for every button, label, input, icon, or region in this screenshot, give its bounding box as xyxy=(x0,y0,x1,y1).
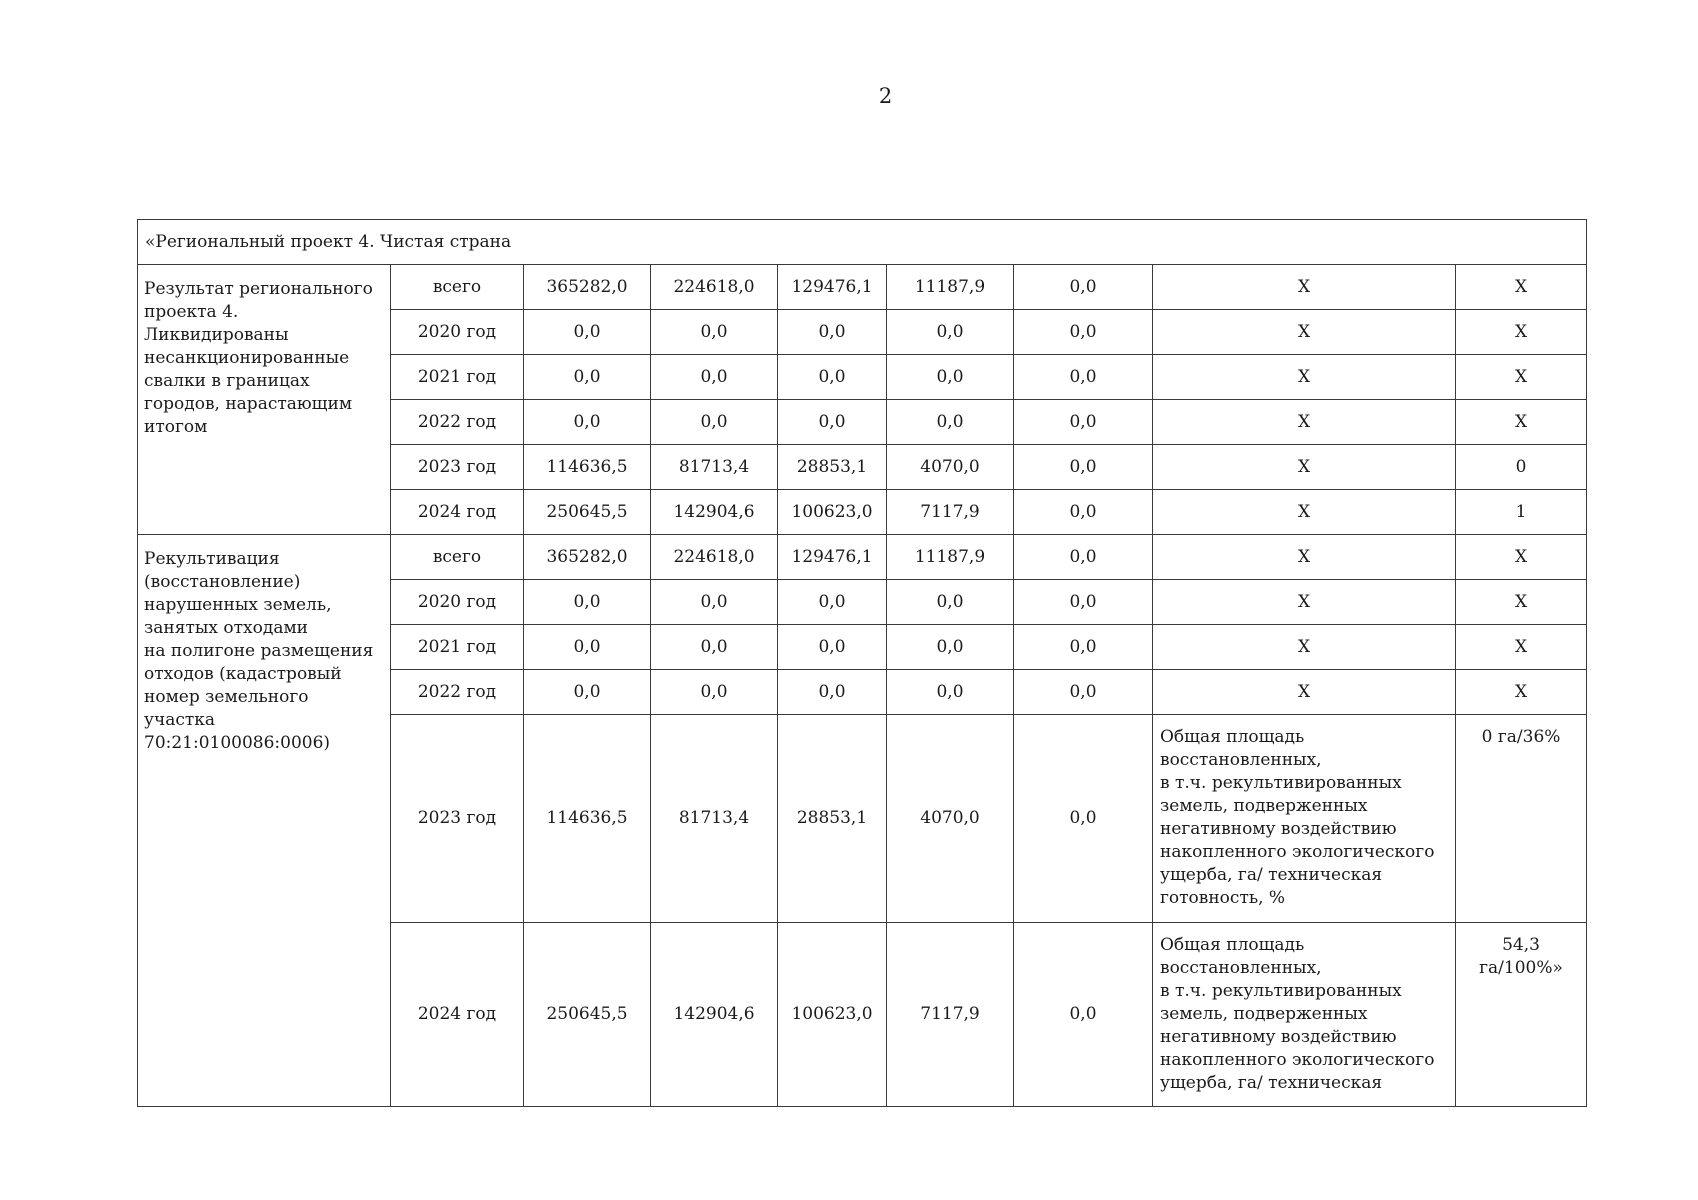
period-cell: 2020 год xyxy=(391,310,524,355)
value-cell: 0,0 xyxy=(887,400,1014,445)
indicator-line: ущерба, га/ техническая xyxy=(1160,865,1383,885)
indicator-cell: Х xyxy=(1153,625,1456,670)
value-cell: 11187,9 xyxy=(887,265,1014,310)
value-cell: 0,0 xyxy=(778,400,887,445)
table-title-row xyxy=(138,220,1587,265)
indicator-value-cell: 0 га/36% xyxy=(1456,715,1587,923)
regional-project-table xyxy=(137,219,1587,1107)
value-cell: 365282,0 xyxy=(524,535,651,580)
period-cell: 2024 год xyxy=(391,923,524,1107)
value-cell: 0,0 xyxy=(778,310,887,355)
value-cell: 0,0 xyxy=(1014,445,1153,490)
indicator-value-cell: 1 xyxy=(1456,490,1587,535)
period-cell: 2021 год xyxy=(391,625,524,670)
value-cell: 0,0 xyxy=(778,580,887,625)
value-cell: 0,0 xyxy=(651,625,778,670)
period-cell: всего xyxy=(391,265,524,310)
value-cell: 0,0 xyxy=(778,670,887,715)
indicator-value-line: 54,3 xyxy=(1502,935,1540,955)
value-cell: 250645,5 xyxy=(524,490,651,535)
indicator-value-cell: Х xyxy=(1456,355,1587,400)
value-cell: 114636,5 xyxy=(524,445,651,490)
indicator-line: земель, подверженных xyxy=(1160,796,1368,816)
section-2-name-line: (восстановление) xyxy=(144,572,301,592)
period-cell: всего xyxy=(391,535,524,580)
table-row xyxy=(138,265,1587,310)
value-cell: 129476,1 xyxy=(778,535,887,580)
value-cell: 0,0 xyxy=(887,310,1014,355)
section-2-name-line: отходов (кадастровый xyxy=(144,664,342,684)
value-cell: 224618,0 xyxy=(651,265,778,310)
indicator-line: в т.ч. рекультивированных xyxy=(1160,773,1402,793)
section-2-name-line: на полигоне размещения xyxy=(144,641,374,661)
period-cell: 2020 год xyxy=(391,580,524,625)
value-cell: 142904,6 xyxy=(651,923,778,1107)
value-cell: 0,0 xyxy=(1014,670,1153,715)
value-cell: 100623,0 xyxy=(778,490,887,535)
section-2-name-line: 70:21:0100086:0006) xyxy=(144,733,331,753)
indicator-cell: Х xyxy=(1153,445,1456,490)
value-cell: 11187,9 xyxy=(887,535,1014,580)
period-cell: 2021 год xyxy=(391,355,524,400)
table-row xyxy=(138,535,1587,580)
value-cell: 0,0 xyxy=(1014,355,1153,400)
value-cell: 0,0 xyxy=(887,355,1014,400)
indicator-value-cell xyxy=(1456,923,1587,1107)
indicator-value-cell: Х xyxy=(1456,400,1587,445)
indicator-value-cell: 0 xyxy=(1456,445,1587,490)
value-cell: 365282,0 xyxy=(524,265,651,310)
value-cell: 81713,4 xyxy=(651,715,778,923)
period-cell: 2022 год xyxy=(391,400,524,445)
value-cell: 4070,0 xyxy=(887,715,1014,923)
value-cell: 4070,0 xyxy=(887,445,1014,490)
indicator-cell: Х xyxy=(1153,355,1456,400)
value-cell: 0,0 xyxy=(887,670,1014,715)
section-2-name-line: нарушенных земель, xyxy=(144,595,332,615)
value-cell: 0,0 xyxy=(1014,923,1153,1107)
value-cell: 0,0 xyxy=(887,625,1014,670)
value-cell: 0,0 xyxy=(651,310,778,355)
value-cell: 0,0 xyxy=(1014,580,1153,625)
indicator-line: накопленного экологического xyxy=(1160,1050,1435,1070)
value-cell: 224618,0 xyxy=(651,535,778,580)
project-title: «Региональный проект 4. Чистая страна xyxy=(138,220,1587,265)
period-cell: 2023 год xyxy=(391,445,524,490)
indicator-value-cell: Х xyxy=(1456,535,1587,580)
value-cell: 114636,5 xyxy=(524,715,651,923)
value-cell: 0,0 xyxy=(1014,490,1153,535)
value-cell: 28853,1 xyxy=(778,715,887,923)
value-cell: 0,0 xyxy=(524,355,651,400)
indicator-line: восстановленных, xyxy=(1160,750,1322,770)
value-cell: 0,0 xyxy=(1014,400,1153,445)
indicator-line: Общая площадь xyxy=(1160,935,1305,955)
indicator-value-cell: Х xyxy=(1456,670,1587,715)
indicator-description xyxy=(1153,923,1456,1107)
value-cell: 0,0 xyxy=(1014,265,1153,310)
indicator-cell: Х xyxy=(1153,670,1456,715)
value-cell: 0,0 xyxy=(778,355,887,400)
value-cell: 7117,9 xyxy=(887,490,1014,535)
value-cell: 0,0 xyxy=(651,670,778,715)
value-cell: 0,0 xyxy=(651,355,778,400)
indicator-cell: Х xyxy=(1153,535,1456,580)
indicator-line: негативному воздействию xyxy=(1160,1027,1397,1047)
period-cell: 2024 год xyxy=(391,490,524,535)
value-cell: 0,0 xyxy=(524,670,651,715)
value-cell: 0,0 xyxy=(651,580,778,625)
indicator-line: Общая площадь xyxy=(1160,727,1305,747)
page-number: 2 xyxy=(878,84,893,108)
indicator-line: негативному воздействию xyxy=(1160,819,1397,839)
value-cell: 100623,0 xyxy=(778,923,887,1107)
value-cell: 0,0 xyxy=(524,625,651,670)
indicator-cell: Х xyxy=(1153,310,1456,355)
period-cell: 2023 год xyxy=(391,715,524,923)
value-cell: 0,0 xyxy=(651,400,778,445)
value-cell: 0,0 xyxy=(1014,535,1153,580)
value-cell: 129476,1 xyxy=(778,265,887,310)
value-cell: 0,0 xyxy=(1014,625,1153,670)
value-cell: 81713,4 xyxy=(651,445,778,490)
value-cell: 0,0 xyxy=(524,400,651,445)
value-cell: 0,0 xyxy=(524,310,651,355)
section-2-name xyxy=(138,535,391,1107)
indicator-line: восстановленных, xyxy=(1160,958,1322,978)
section-1-name: Результат регионального проекта 4. Ликвидированы несанкционированные свалки в границах городов, нарастающим итогом xyxy=(138,265,391,535)
value-cell: 0,0 xyxy=(778,625,887,670)
value-cell: 7117,9 xyxy=(887,923,1014,1107)
section-2-name-line: Рекультивация xyxy=(144,549,280,569)
value-cell: 0,0 xyxy=(524,580,651,625)
indicator-cell: Х xyxy=(1153,400,1456,445)
period-cell: 2022 год xyxy=(391,670,524,715)
value-cell: 250645,5 xyxy=(524,923,651,1107)
indicator-value-line: га/100%» xyxy=(1479,958,1563,978)
indicator-line: земель, подверженных xyxy=(1160,1004,1368,1024)
indicator-cell: Х xyxy=(1153,490,1456,535)
value-cell: 0,0 xyxy=(1014,715,1153,923)
indicator-line: готовность, % xyxy=(1160,888,1286,908)
indicator-description xyxy=(1153,715,1456,923)
indicator-value-cell: Х xyxy=(1456,625,1587,670)
indicator-cell: Х xyxy=(1153,265,1456,310)
value-cell: 0,0 xyxy=(887,580,1014,625)
indicator-line: ущерба, га/ техническая xyxy=(1160,1073,1383,1093)
indicator-line: накопленного экологического xyxy=(1160,842,1435,862)
indicator-cell: Х xyxy=(1153,580,1456,625)
value-cell: 28853,1 xyxy=(778,445,887,490)
value-cell: 0,0 xyxy=(1014,310,1153,355)
indicator-value-cell: Х xyxy=(1456,310,1587,355)
section-2-name-line: номер земельного участка xyxy=(144,687,309,730)
indicator-line: в т.ч. рекультивированных xyxy=(1160,981,1402,1001)
indicator-value-cell: Х xyxy=(1456,580,1587,625)
section-2-name-line: занятых отходами xyxy=(144,618,309,638)
value-cell: 142904,6 xyxy=(651,490,778,535)
indicator-value-cell: Х xyxy=(1456,265,1587,310)
